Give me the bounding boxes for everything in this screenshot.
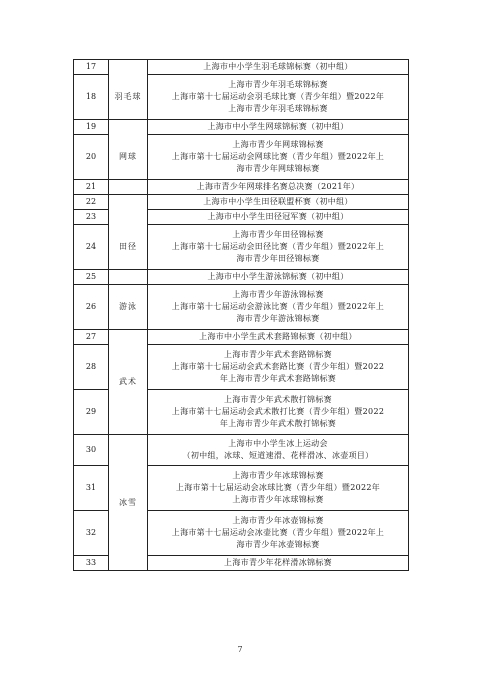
sport-name (109, 180, 148, 195)
event-line: 上海市第十七届运动会网球比赛（青少年组）暨2022年上 (171, 152, 385, 161)
event-line: 上海市青少年田径锦标赛 (232, 230, 324, 239)
event-line: 上海市第十七届运动会武术套路比赛（青少年组）暨2022 (171, 362, 385, 371)
event-line: 上海市第十七届运动会羽毛球比赛（青少年组）暨2022年 (171, 92, 385, 101)
row-number: 31 (74, 466, 109, 511)
table-row (74, 285, 409, 330)
table-row (74, 225, 409, 270)
event-cell (148, 135, 409, 180)
event-line: 上海市青少年武术套路锦标赛 (224, 350, 332, 359)
page-number: 7 (237, 645, 243, 654)
event-table (73, 59, 409, 571)
event-cell (148, 270, 409, 285)
event-line: 上海市中小学生羽毛球锦标赛（初中组） (203, 62, 353, 71)
event-line: 上海市青少年羽毛球锦标赛 (228, 80, 328, 89)
row-number: 30 (74, 435, 109, 466)
event-line: 海市青少年网球锦标赛 (236, 164, 320, 173)
row-number: 18 (74, 75, 109, 120)
event-cell (148, 285, 409, 330)
event-line: 上海市第十七届运动会冰壶比赛（青少年组）暨2022年上 (171, 528, 385, 537)
sport-name: 田径 (109, 225, 148, 270)
event-cell (148, 60, 409, 75)
sport-name: 网球 (109, 135, 148, 180)
event-line: 年上海市青少年武术散打锦标赛 (219, 419, 337, 428)
table-row (74, 330, 409, 345)
table-row (74, 210, 409, 225)
event-line: 上海市青少年网球锦标赛 (232, 140, 324, 149)
row-number: 22 (74, 195, 109, 210)
event-line: 上海市青少年花样滑冰锦标赛 (224, 558, 332, 567)
table-row (74, 75, 409, 120)
row-number: 19 (74, 120, 109, 135)
event-cell (148, 330, 409, 345)
sport-name (109, 60, 148, 75)
event-line: 年上海市青少年武术套路锦标赛 (219, 374, 337, 383)
event-cell (148, 195, 409, 210)
event-cell (148, 511, 409, 556)
table-row (74, 195, 409, 210)
event-line: 上海市第十七届运动会游泳比赛（青少年组）暨2022年上 (171, 302, 385, 311)
event-cell (148, 390, 409, 435)
event-line: 上海市中小学生武术套路锦标赛（初中组） (199, 332, 357, 341)
row-number: 25 (74, 270, 109, 285)
event-line: 上海市中小学生游泳锦标赛（初中组） (207, 272, 349, 281)
event-line: 上海市青少年冰壶锦标赛 (232, 516, 324, 525)
row-number: 17 (74, 60, 109, 75)
event-line: 上海市第十七届运动会田径比赛（青少年组）暨2022年上 (171, 242, 385, 251)
event-cell (148, 435, 409, 466)
row-number: 20 (74, 135, 109, 180)
table-row (74, 435, 409, 466)
event-line: 上海市第十七届运动会武术散打比赛（青少年组）暨2022 (171, 407, 385, 416)
event-line: 上海市中小学生网球锦标赛（初中组） (207, 122, 349, 131)
row-number: 23 (74, 210, 109, 225)
event-cell (148, 466, 409, 511)
event-cell (148, 225, 409, 270)
table-row (74, 180, 409, 195)
event-cell (148, 75, 409, 120)
row-number: 33 (74, 556, 109, 571)
sport-name (109, 210, 148, 225)
table-row (74, 120, 409, 135)
row-number: 28 (74, 345, 109, 390)
event-cell (148, 345, 409, 390)
row-number: 27 (74, 330, 109, 345)
row-number: 21 (74, 180, 109, 195)
sport-name (109, 195, 148, 210)
event-line: 上海市青少年冰球锦标赛 (232, 495, 324, 504)
sport-name (109, 270, 148, 285)
event-line: 海市青少年田径锦标赛 (236, 254, 320, 263)
table-row (74, 270, 409, 285)
row-number: 24 (74, 225, 109, 270)
row-number: 29 (74, 390, 109, 435)
event-line: （初中组，冰球、短道速滑、花样滑冰、冰壶项目） (182, 451, 374, 460)
event-line: 上海市青少年武术散打锦标赛 (224, 395, 332, 404)
event-line: 海市青少年冰壶锦标赛 (236, 540, 320, 549)
sport-name: 武术 (109, 330, 148, 435)
table-row (74, 135, 409, 180)
event-cell (148, 556, 409, 571)
event-cell (148, 120, 409, 135)
event-line: 上海市第十七届运动会冰球比赛（青少年组）暨2022年 (175, 483, 381, 492)
sport-name: 游泳 (109, 285, 148, 330)
event-line: 上海市中小学生田径联盟杯赛（初中组） (203, 197, 353, 206)
event-line: 上海市青少年游泳锦标赛 (232, 290, 324, 299)
event-cell (148, 180, 409, 195)
sport-name (109, 120, 148, 135)
event-line: 海市青少年游泳锦标赛 (236, 314, 320, 323)
event-line: 上海市中小学生冰上运动会 (228, 439, 328, 448)
row-number: 32 (74, 511, 109, 556)
event-line: 上海市青少年网球排名赛总决赛（2021年） (196, 182, 360, 191)
event-line: 上海市青少年冰球锦标赛 (232, 471, 324, 480)
event-line: 上海市青少年羽毛球锦标赛 (228, 104, 328, 113)
sport-name: 冰雪 (109, 435, 148, 571)
table-row (74, 60, 409, 75)
event-cell (148, 210, 409, 225)
sport-name: 羽毛球 (109, 75, 148, 120)
event-line: 上海市中小学生田径冠军赛（初中组） (207, 212, 349, 221)
row-number: 26 (74, 285, 109, 330)
